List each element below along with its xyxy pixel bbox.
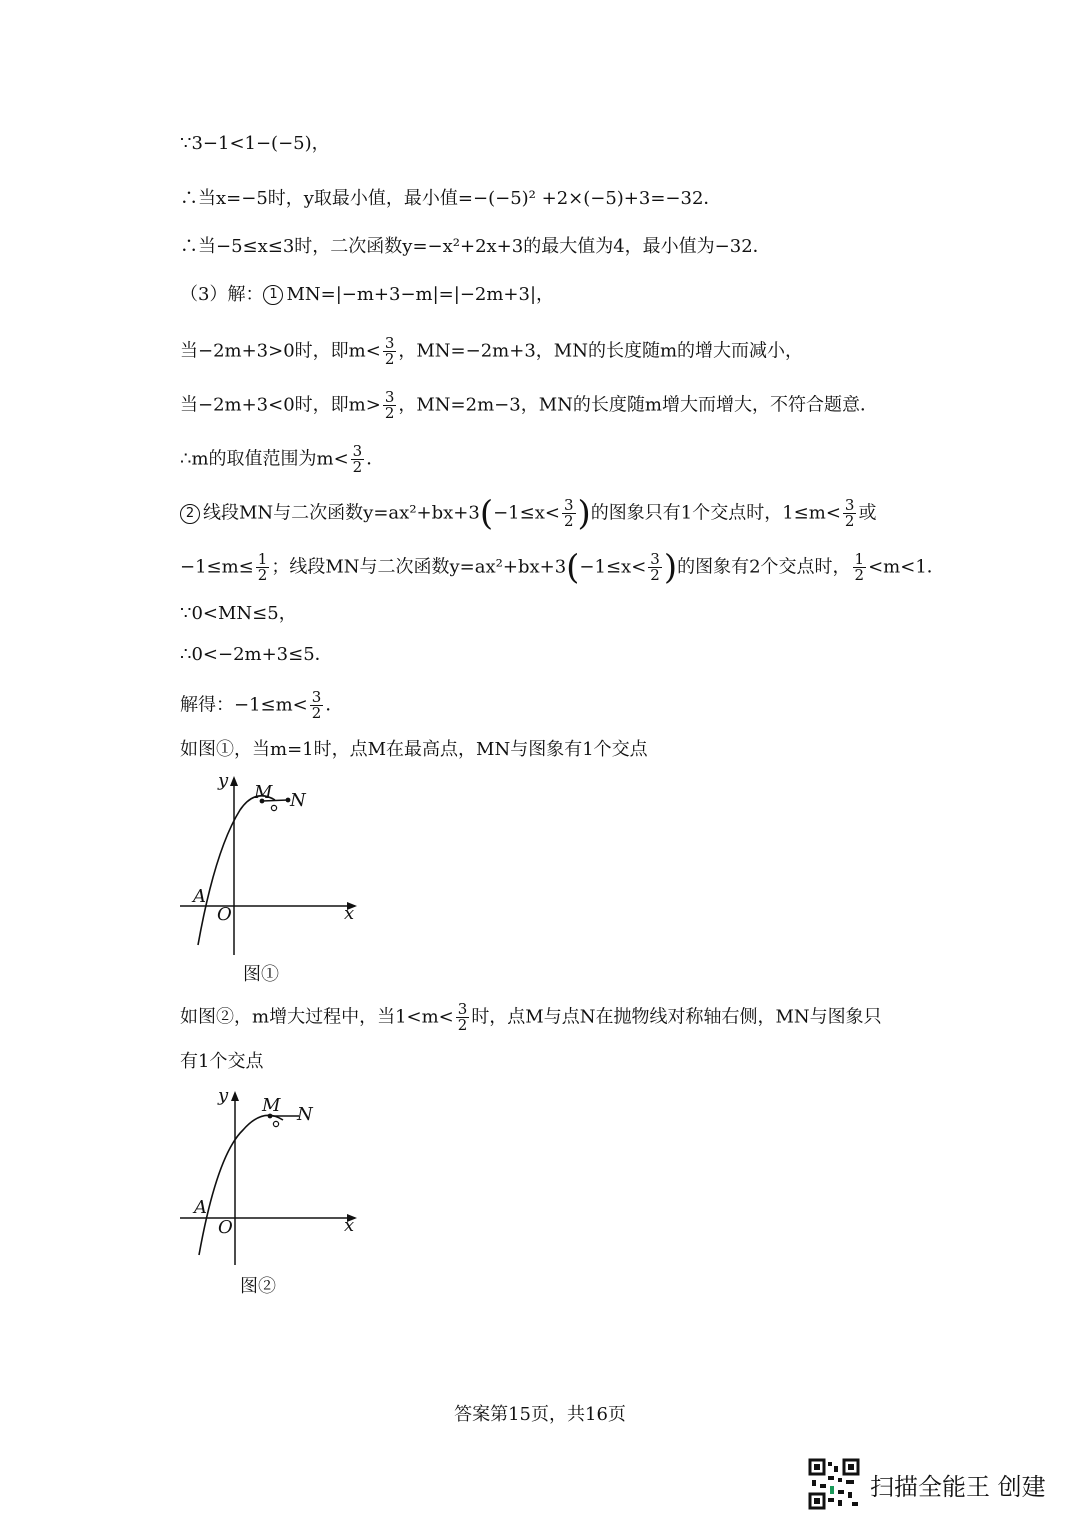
range-part: −1≤m≤ — [180, 556, 254, 578]
proof-line-4 — [180, 282, 554, 308]
case1-text: 当−2m+3>0时，即m< — [180, 340, 381, 362]
proof-line-14 — [180, 1002, 882, 1033]
fraction-1-2: $\frac{1}{2}$ — [257, 550, 268, 584]
fig2-intro-text: 如图②，m增大过程中，当1<m< — [180, 1006, 454, 1028]
fig1-point-a-label: A — [193, 886, 206, 907]
case2-result: ，MN=2m−3，MN的长度随m增大而增大，不符合题意． — [398, 394, 878, 416]
circled-number-1: 1 — [263, 285, 283, 305]
circled-number-2: 2 — [180, 504, 200, 524]
solution-text: 解得：−1≤m< — [180, 694, 308, 716]
proof-line-13: 如图①，当m=1时，点M在最高点，MN与图象有1个交点 — [180, 739, 648, 760]
fig1-point-m-label: M — [254, 782, 273, 803]
fig1-y-label: y — [218, 770, 229, 791]
proof-line-6 — [180, 390, 878, 421]
fig1-point-n-label: N — [290, 790, 306, 811]
domain-text: −1≤x< — [493, 502, 560, 524]
fig2-y-label: y — [218, 1085, 229, 1106]
proof-line-11: ∴0<−2m+3≤5． — [180, 644, 333, 665]
proof-line-8: 2 线段MN与二次函数y=ax²+bx+3(−1≤x< $\frac{3}{2}$ )的图象只有1个交点时，1≤m< $\frac{3}{2}$ 或 — [180, 498, 876, 529]
fig2-point-n-label: N — [297, 1104, 313, 1125]
scanner-brand-text: 扫描全能王 创建 — [870, 1472, 1046, 1501]
range-text: ∴m的取值范围为m< — [180, 448, 349, 470]
period: ． — [366, 448, 385, 470]
fraction-3-2: $\frac{3}{2}$ — [844, 496, 855, 530]
fraction-3-2: $\frac{3}{2}$ — [384, 334, 395, 368]
mn-expression: MN=|−m+3−m|=|−2m+3|， — [286, 284, 555, 305]
fig2-point-a-label: A — [194, 1197, 207, 1218]
fraction-3-2: $\frac{3}{2}$ — [311, 688, 322, 722]
part3-label: （3）解： — [180, 284, 264, 305]
segment-text: 线段MN与二次函数y=ax²+bx+3 — [203, 502, 480, 524]
proof-line-10: ∵0<MN≤5， — [180, 603, 297, 624]
domain-text-2: −1≤x< — [579, 556, 647, 578]
fig1-caption: 图① — [243, 964, 279, 985]
proof-line-7 — [180, 444, 384, 475]
fig2-origin-label: O — [218, 1217, 233, 1238]
two-intersections-text: 的图象有2个交点时， — [677, 556, 851, 578]
fraction-3-2: $\frac{3}{2}$ — [384, 388, 395, 422]
proof-line-1: ∵3−1<1−(−5)， — [180, 133, 330, 154]
segment-text-2: ；线段MN与二次函数y=ax²+bx+3 — [271, 556, 567, 578]
page-footer: 答案第15页，共16页 — [454, 1404, 626, 1425]
case1-result: ，MN=−2m+3，MN的长度随m的增大而减小， — [398, 340, 804, 362]
proof-line-15: 有1个交点 — [180, 1051, 264, 1072]
fig2-point-m-label: M — [262, 1095, 281, 1116]
scanner-watermark — [808, 1458, 1046, 1510]
proof-line-5 — [180, 336, 803, 367]
fraction-3-2: $\frac{3}{2}$ — [563, 496, 574, 530]
fig2-x-label: x — [344, 1215, 355, 1236]
fraction-1-2: $\frac{1}{2}$ — [854, 550, 865, 584]
proof-line-12 — [180, 690, 343, 721]
figure-1-graph — [175, 770, 375, 960]
proof-line-3: ∴当−5≤x≤3时，二次函数y=−x²+2x+3的最大值为4，最小值为−32． — [180, 236, 771, 257]
fig2-caption: 图② — [240, 1276, 276, 1297]
or-text: 或 — [858, 502, 877, 524]
qr-code-icon — [808, 1458, 860, 1510]
proof-line-9: −1≤m≤ $\frac{1}{2}$ ；线段MN与二次函数y=ax²+bx+3(−1≤x< $\frac{3}{2}$ )的图象有2个交点时， $\frac{1}{2}$ <m<1． — [180, 547, 945, 588]
fraction-3-2: $\frac{3}{2}$ — [352, 442, 363, 476]
fig1-origin-label: O — [217, 904, 232, 925]
case2-text: 当−2m+3<0时，即m> — [180, 394, 381, 416]
range-result: <m<1． — [868, 556, 945, 578]
proof-line-2: ∴当x=−5时，y取最小值，最小值=−(−5)² +2×(−5)+3=−32． — [180, 188, 722, 209]
fraction-3-2: $\frac{3}{2}$ — [457, 1000, 468, 1034]
fig1-x-label: x — [344, 903, 355, 924]
one-intersection-text: 的图象只有1个交点时，1≤m< — [590, 502, 841, 524]
fraction-3-2: $\frac{3}{2}$ — [650, 550, 660, 584]
period: ． — [325, 694, 344, 716]
fig2-intro-rest: 时，点M与点N在抛物线对称轴右侧，MN与图象只 — [471, 1006, 882, 1028]
